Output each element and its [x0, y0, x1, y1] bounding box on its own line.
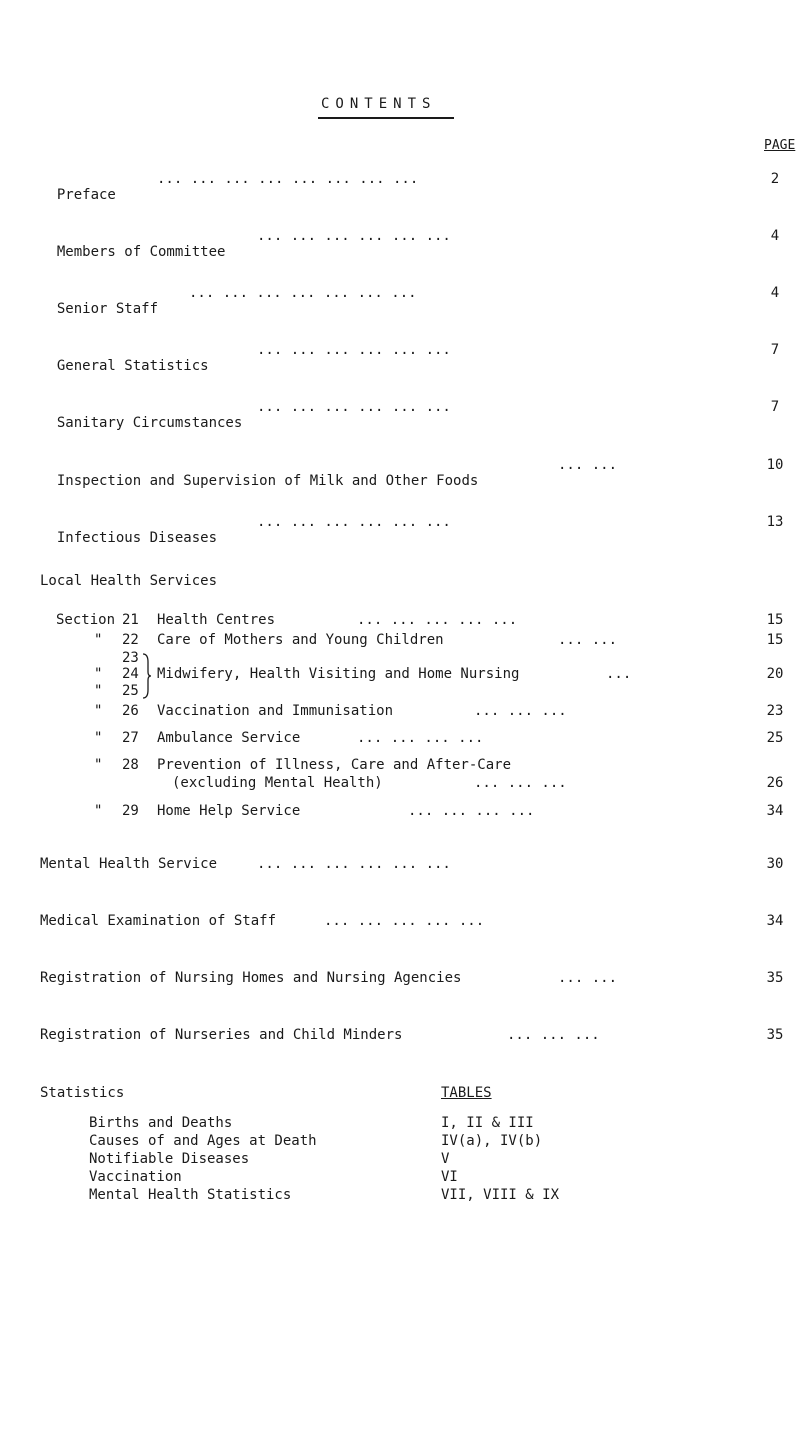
toc-page-number: 13	[766, 514, 784, 530]
section-number: 25	[122, 683, 139, 699]
statistics-heading: Statistics	[40, 1085, 125, 1101]
toc-entry-health-centres[interactable]: Health Centres	[157, 612, 276, 628]
leader-dots: ... ... ... ... ... ...	[257, 228, 451, 244]
leader-dots: ... ...	[558, 457, 618, 473]
toc-entry-care-of-mothers[interactable]: Care of Mothers and Young Children	[157, 632, 444, 648]
toc-entry-medical-examination[interactable]: Medical Examination of Staff	[40, 913, 277, 929]
statistics-row-tables: V	[441, 1151, 450, 1167]
toc-entry-label: General Statistics	[56, 358, 209, 374]
toc-page-number: 25	[766, 730, 784, 746]
toc-page-number: 35	[766, 970, 784, 986]
ditto-mark: "	[94, 666, 103, 682]
toc-page-number: 30	[766, 856, 784, 872]
statistics-row-label: Mental Health Statistics	[89, 1187, 292, 1203]
statistics-row-label: Notifiable Diseases	[89, 1151, 250, 1167]
toc-entry-nursing-homes[interactable]: Registration of Nursing Homes and Nursing Agencies	[40, 970, 462, 986]
leader-dots: ... ... ... ... ... ...	[257, 399, 451, 415]
toc-page-number: 20	[766, 666, 784, 682]
toc-page-number: 4	[770, 285, 780, 301]
section-number: 22	[122, 632, 139, 648]
statistics-row-tables: I, II & III	[441, 1115, 534, 1131]
toc-entry-ambulance-service[interactable]: Ambulance Service	[157, 730, 301, 746]
leader-dots: ... ... ...	[507, 1027, 600, 1043]
tables-heading: TABLES	[441, 1085, 492, 1101]
toc-entry-vaccination[interactable]: Vaccination and Immunisation	[157, 703, 394, 719]
ditto-mark: "	[94, 803, 103, 819]
leader-dots: ... ...	[558, 970, 618, 986]
section-number: 28	[122, 757, 139, 773]
leader-dots: ... ... ... ... ... ...	[257, 514, 451, 530]
local-health-heading: Local Health Services	[40, 573, 218, 589]
title-underline	[318, 117, 454, 119]
toc-entry-mental-health-service[interactable]: Mental Health Service	[40, 856, 218, 872]
toc-page-number: 7	[770, 399, 780, 415]
toc-page-number: 4	[770, 228, 780, 244]
toc-entry-sanitary-circumstances[interactable]	[40, 399, 242, 431]
toc-entry-label: Sanitary Circumstances	[56, 415, 243, 431]
toc-page-number: 15	[766, 612, 784, 628]
section-number: 21	[122, 612, 139, 628]
leader-dots: ... ... ...	[474, 703, 567, 719]
statistics-row-label: Vaccination	[89, 1169, 182, 1185]
toc-page-number: 2	[770, 171, 780, 187]
leader-dots: ... ... ... ... ... ... ... ...	[157, 171, 419, 187]
page-title: CONTENTS	[321, 96, 437, 112]
section-number: 24	[122, 666, 139, 682]
toc-page-number: 23	[766, 703, 784, 719]
toc-page-number: 10	[766, 457, 784, 473]
toc-page-number: 26	[766, 775, 784, 791]
toc-entry-milk-and-foods[interactable]	[40, 457, 478, 489]
leader-dots: ... ... ... ...	[408, 803, 535, 819]
statistics-row-label: Births and Deaths	[89, 1115, 233, 1131]
grouping-brace	[141, 652, 151, 700]
toc-entry-label: Infectious Diseases	[56, 530, 218, 546]
section-number: 26	[122, 703, 139, 719]
leader-dots: ... ... ...	[474, 775, 567, 791]
toc-page-number: 15	[766, 632, 784, 648]
toc-entry-continuation: (excluding Mental Health)	[172, 775, 383, 791]
statistics-row-tables: VII, VIII & IX	[441, 1187, 560, 1203]
toc-page-number: 35	[766, 1027, 784, 1043]
toc-page-number: 7	[770, 342, 780, 358]
ditto-mark: "	[94, 757, 103, 773]
leader-dots: ... ... ... ... ... ...	[257, 856, 451, 872]
toc-entry-preface[interactable]	[40, 171, 116, 203]
page-column-heading: PAGE	[764, 138, 796, 153]
leader-dots: ... ... ... ... ...	[324, 913, 485, 929]
toc-page-number: 34	[766, 913, 784, 929]
ditto-mark: "	[94, 632, 103, 648]
leader-dots: ... ...	[558, 632, 618, 648]
leader-dots: ... ... ... ... ... ...	[257, 342, 451, 358]
toc-entry-home-help[interactable]: Home Help Service	[157, 803, 301, 819]
toc-entry-label: Preface	[56, 187, 116, 203]
ditto-mark: "	[94, 730, 103, 746]
toc-entry-senior-staff[interactable]	[40, 285, 158, 317]
toc-entry-infectious-diseases[interactable]	[40, 514, 217, 546]
section-number: 23	[122, 650, 139, 666]
ditto-mark: "	[94, 683, 103, 699]
toc-page-number: 34	[766, 803, 784, 819]
toc-entry-label: Members of Committee	[56, 244, 226, 260]
toc-entry-members-of-committee[interactable]	[40, 228, 225, 260]
statistics-row-tables: IV(a), IV(b)	[441, 1133, 543, 1149]
leader-dots: ... ... ... ...	[357, 730, 484, 746]
toc-entry-midwifery[interactable]: Midwifery, Health Visiting and Home Nursing	[157, 666, 520, 682]
section-word: Section	[56, 612, 116, 628]
toc-entry-nurseries[interactable]: Registration of Nurseries and Child Minders	[40, 1027, 403, 1043]
leader-dots: ...	[606, 666, 632, 682]
section-number: 29	[122, 803, 139, 819]
toc-entry-label: Senior Staff	[56, 301, 159, 317]
toc-entry-label: Inspection and Supervision of Milk and Other Foods	[56, 473, 479, 489]
statistics-row-label: Causes of and Ages at Death	[89, 1133, 317, 1149]
leader-dots: ... ... ... ... ...	[357, 612, 518, 628]
statistics-row-tables: VI	[441, 1169, 458, 1185]
toc-entry-prevention-of-illness[interactable]: Prevention of Illness, Care and After-Care	[157, 757, 512, 773]
section-number: 27	[122, 730, 139, 746]
toc-entry-general-statistics[interactable]	[40, 342, 209, 374]
ditto-mark: "	[94, 703, 103, 719]
leader-dots: ... ... ... ... ... ... ...	[189, 285, 417, 301]
